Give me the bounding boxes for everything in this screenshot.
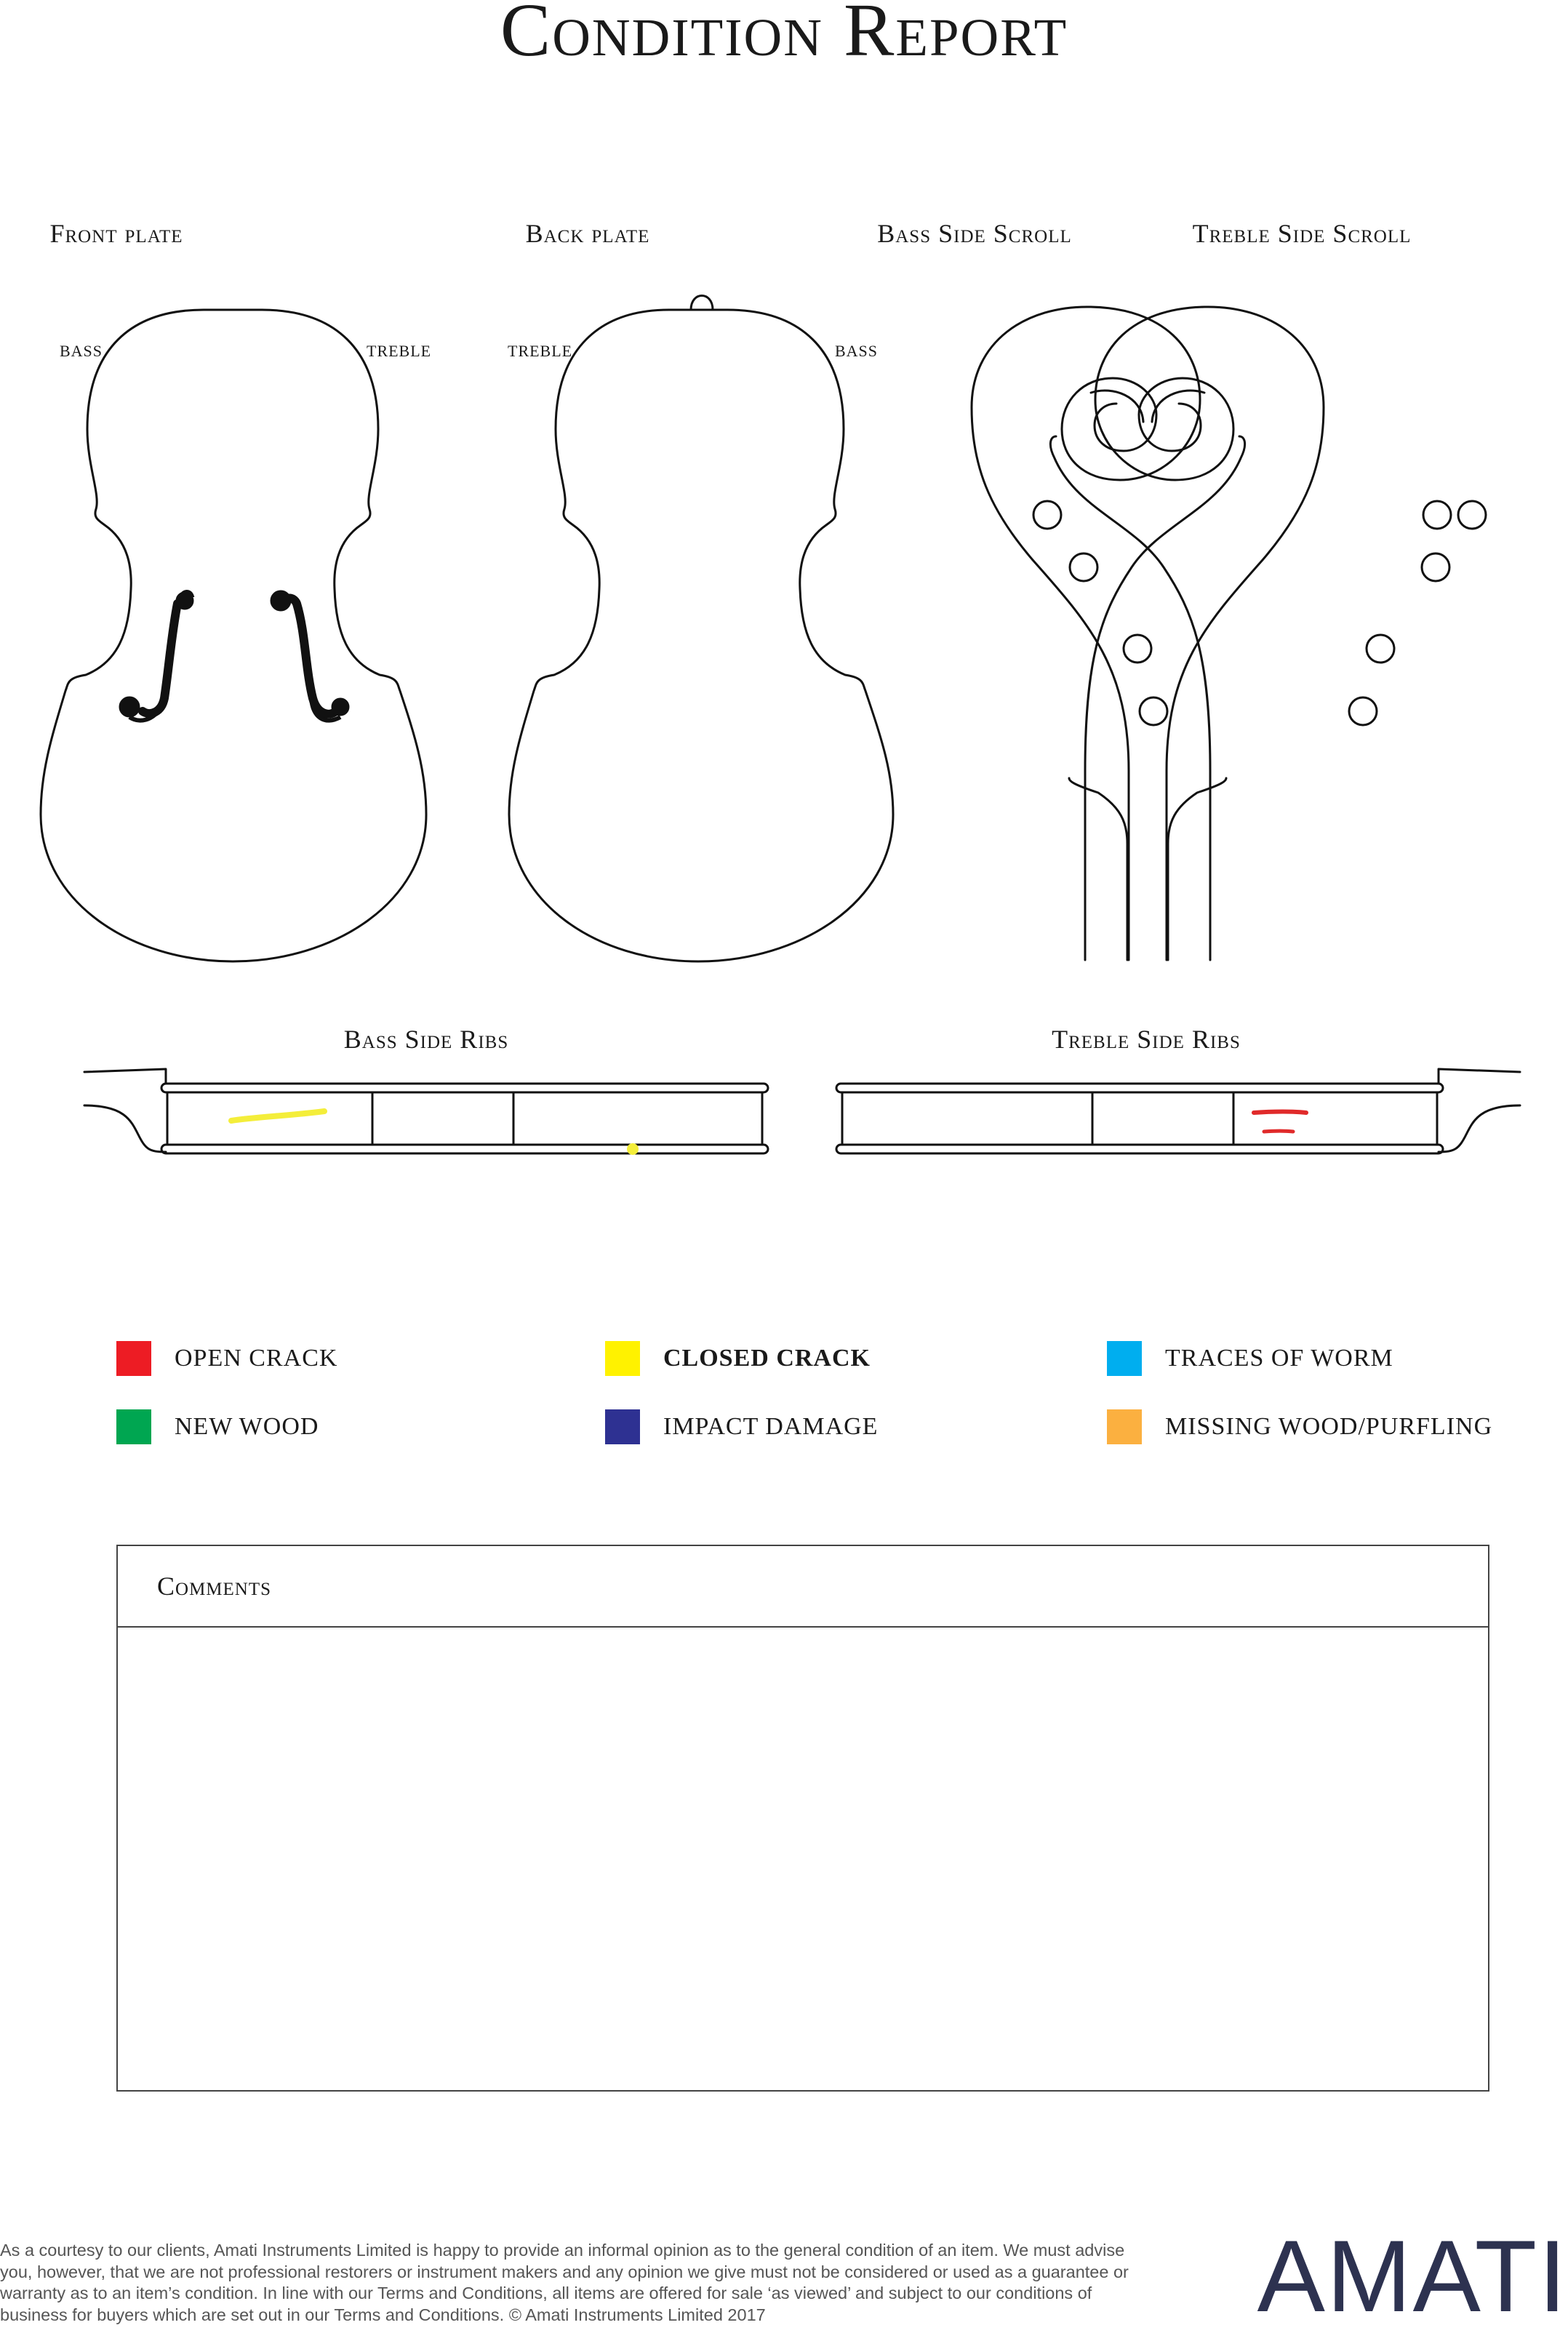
bass-side-scroll-drawing <box>972 307 1210 960</box>
treble-side-scroll-title: Treble Side Scroll <box>1192 219 1412 248</box>
legend-open-crack <box>116 1341 337 1376</box>
bass-side-ribs-drawing <box>84 1069 768 1153</box>
page-title: Condition Report <box>500 0 1068 72</box>
bass-side-ribs-title: Bass Side Ribs <box>343 1025 509 1054</box>
comments-box <box>116 1545 1489 2092</box>
front-plate-title: Front plate <box>49 219 183 248</box>
legend-impact-damage <box>605 1409 878 1444</box>
legend-new-wood <box>116 1409 319 1444</box>
back-plate-bass-label: BASS <box>835 342 879 360</box>
legend-traces-of-worm <box>1107 1341 1393 1376</box>
treble-side-ribs-title: Treble Side Ribs <box>1052 1025 1241 1054</box>
legend-label: CLOSED CRACK <box>663 1345 871 1372</box>
open-crack-mark-treble-ribs-2 <box>1264 1131 1293 1132</box>
treble-side-scroll-pegholes <box>1349 501 1486 725</box>
legend-label: NEW WOOD <box>175 1413 319 1440</box>
legend-swatch <box>116 1341 151 1376</box>
legend-closed-crack <box>605 1341 871 1376</box>
legend-label: OPEN CRACK <box>175 1345 338 1372</box>
treble-side-ribs-drawing <box>836 1069 1520 1153</box>
legend-swatch <box>1107 1409 1142 1444</box>
legend-swatch <box>605 1409 640 1444</box>
back-plate-button <box>691 296 713 311</box>
closed-crack-mark-bass-ribs <box>231 1111 324 1121</box>
treble-side-scroll-drawing <box>1085 307 1451 960</box>
bass-side-scroll-title: Bass Side Scroll <box>877 219 1072 248</box>
disclaimer-text: As a courtesy to our clients, Amati Instruments Limited is happy to provide an informal opinion as to the general condition of an item. We must advise you, however, that we are not professional restorers or instrument makers and any opinion we give must not be considered or used as a guarantee or warranty as to an item’s condition. In line with our Terms and Conditions, all items are offered for sale ‘as viewed’ and subject to our conditions of business for buyers which are set out in our Terms and Conditions. © Amati Instruments Limited 2017 <box>0 2241 1129 2324</box>
back-plate-treble-label: TREBLE <box>508 342 573 360</box>
amati-logo: AMATI <box>1257 2219 1568 2333</box>
f-holes <box>119 591 349 721</box>
front-plate-treble-label: TREBLE <box>367 342 432 360</box>
f-hole-bass <box>119 591 193 721</box>
comments-title: Comments <box>118 1546 1488 1628</box>
closed-crack-dot-bass-ribs <box>627 1143 639 1155</box>
legend-swatch <box>605 1341 640 1376</box>
back-plate-outline <box>509 310 893 961</box>
comments-body[interactable] <box>118 1628 1488 2090</box>
legend-swatch <box>116 1409 151 1444</box>
back-plate-title: Back plate <box>525 219 650 248</box>
legend-label: MISSING WOOD/PURFLING <box>1165 1413 1493 1440</box>
legend-label: TRACES OF WORM <box>1165 1345 1393 1372</box>
legend-swatch <box>1107 1341 1142 1376</box>
legend-missing-wood-purfling <box>1107 1409 1492 1444</box>
open-crack-mark-treble-ribs <box>1254 1112 1306 1113</box>
front-plate-bass-label: BASS <box>60 342 103 360</box>
legend-label: IMPACT DAMAGE <box>663 1413 879 1440</box>
front-plate-outline <box>41 310 426 961</box>
